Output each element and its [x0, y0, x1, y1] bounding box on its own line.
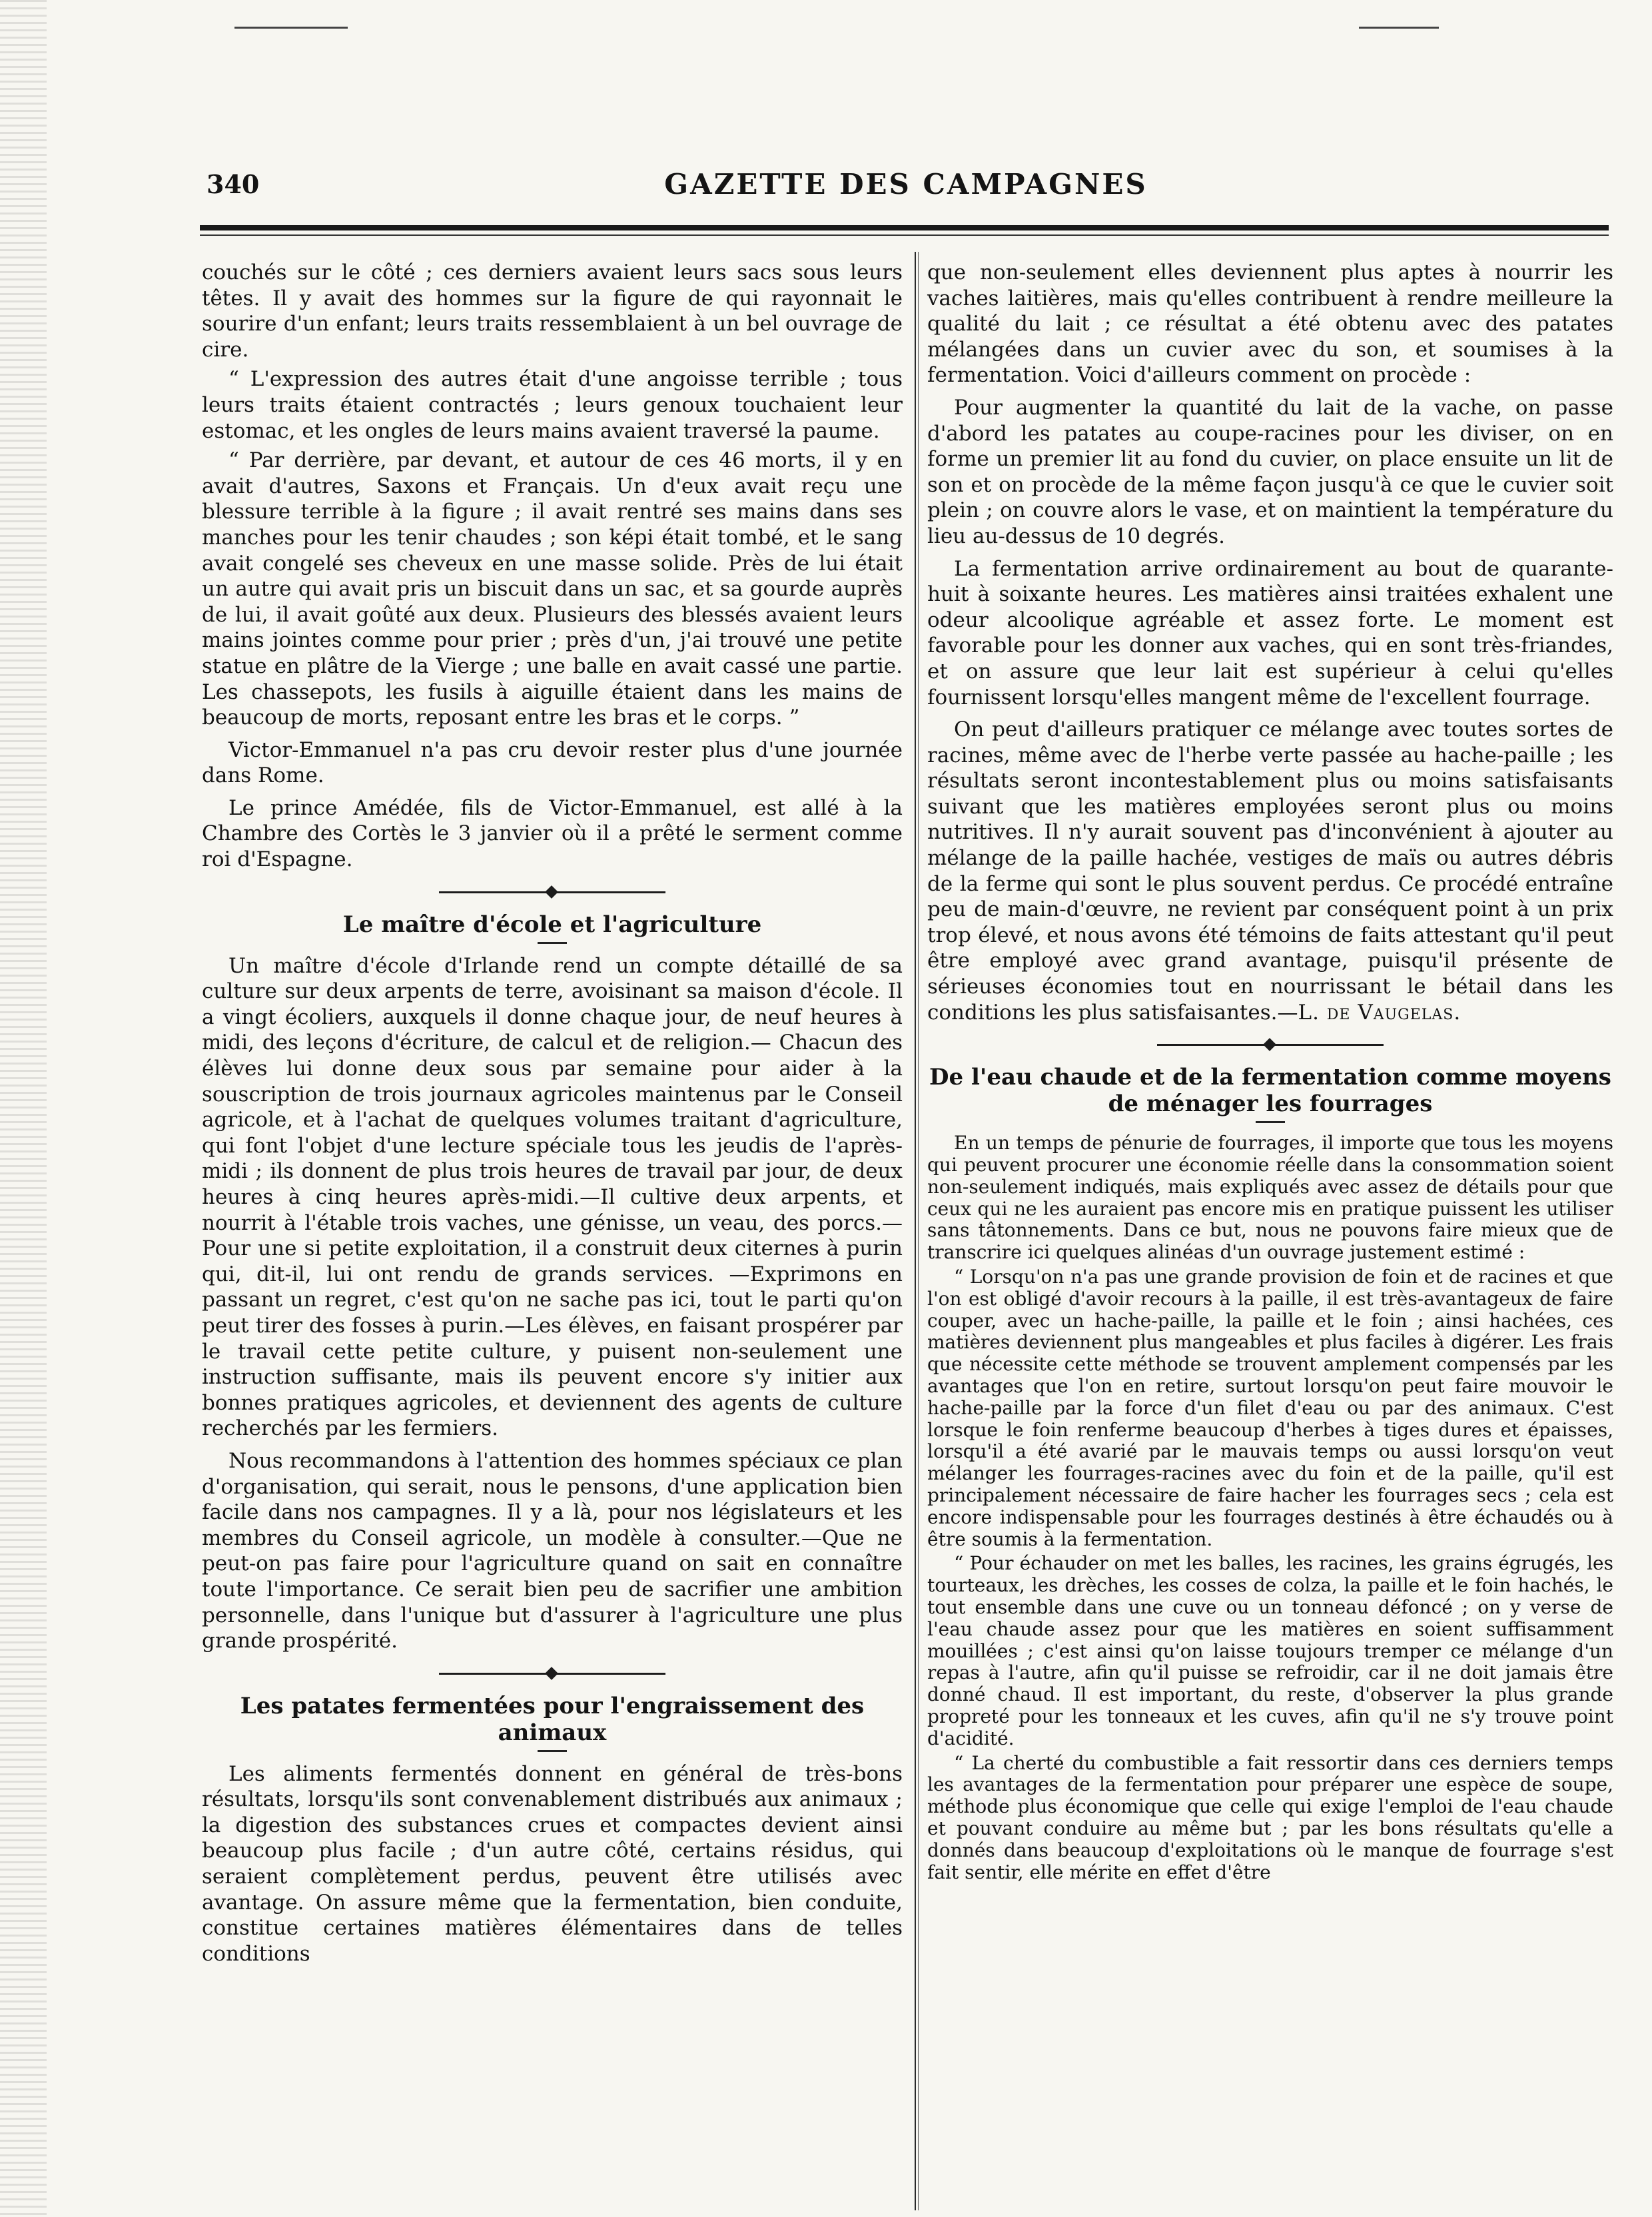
quoted-paragraph: “ La cherté du combustible a fait ressortir dans ces derniers temps les avantages de la fermentation pour préparer une espèce de soupe, méthode plus économique que celle qui exige l'emploi de l'eau chaude et pouvant conduire au même but ; par les bons résultats qu'elle a donnés dans beaucoup d'exploitations où le manque de fourrage s'est fait sentir, elle mérite en effet d'être	[927, 1751, 1613, 1883]
article-title: Le maître d'école et l'agriculture	[342, 911, 762, 938]
column-divider	[915, 252, 916, 2210]
publication-title: GAZETTE DES CAMPAGNES	[664, 168, 1148, 201]
quoted-paragraph: “ Lorsqu'on n'a pas une grande provision de foin et de racines et que l'on est obligé d'avoir recours à la paille, il est très-avantageux de faire couper, avec un hache-paille, la paille et le foin ; ainsi hachées, ces matières deviennent plus mangeables et plus faciles à digérer. Les frais que nécessite cette méthode se trouvent amplement compensés par les avantages que l'on en retire, surtout lorsqu'on peut faire mouvoir le hache-paille par la force d'un filet d'eau ou par des animaux. C'est lorsque le foin renferme beaucoup d'herbes à tiges dures et épaisses, lorsqu'il a été avarié par le mauvais temps ou aussi lorsqu'on veut mélanger les fourrages-racines avec du foin et de la paille, qu'il est principalement nécessaire de faire hacher les fourrages secs ; cela est encore indispensable pour les fourrages destinés à être échaudés ou à être soumis à la fermentation.	[927, 1266, 1613, 1550]
title-dash	[538, 942, 567, 944]
left-column	[202, 260, 903, 1971]
scanned-page-edge	[0, 0, 47, 2217]
section-separator	[1157, 1037, 1384, 1052]
article-paragraph	[927, 717, 1613, 1025]
quoted-paragraph: “ Pour échauder on met les balles, les racines, les grains égrugés, les tourteaux, les drèches, les cosses de colza, la paille et le foin hachés, le tout ensemble dans une cuve ou un tonneau défoncé ; on y verse de l'eau chaude assez pour que les matières en soient suffisamment mouillées ; c'est ainsi qu'on laisse toujours tremper ce mélange d'un repas à l'autre, afin qu'il puisse se refroidir, car il ne doit jamais être donné chaud. Il est important, du reste, d'observer la plus grande propreté pour les tonneaux et les cuves, afin qu'il ne s'y trouve point d'acidité.	[927, 1552, 1613, 1749]
top-printer-mark	[234, 27, 348, 29]
article-paragraph-text: On peut d'ailleurs pratiquer ce mélange avec toutes sortes de racines, même avec de l'herbe verte passée au hache-paille ; les résultats seront incontestablement plus ou moins satisfaisants suivant que les matières employées seront plus ou moins nutritives. Il n'y aurait souvent pas d'inconvénient à ajouter au mélange de la paille hachée, vestiges de maïs ou autres débris de la ferme qui sont le plus souvent perdus. Ce procédé entraîne peu de main-d'œuvre, ne revient par conséquent point à un prix trop élevé, et nous avons été témoins de faits attestant qu'il peut être employé avec grand avantage, puisqu'il présente de sérieuses économies tout en nourrissant le bétail dans les conditions les plus satisfaisantes.—	[927, 717, 1613, 1025]
article-paragraph: Pour augmenter la quantité du lait de la vache, on passe d'abord les patates au coupe-racines pour les diviser, on en forme un premier lit au fond du cuvier, on place ensuite un lit de son et on procède de la même façon jusqu'à ce que le cuvier soit plein ; on couvre alors le vase, et on maintient la température du lieu au-dessus de 10 degrés.	[927, 395, 1613, 548]
article-paragraph: Les aliments fermentés donnent en général de très-bons résultats, lorsqu'ils sont convenablement distribués aux animaux ; la digestion des substances crues et compactes devient ainsi beaucoup plus facile ; d'un autre côté, certains résidus, qui seraient complètement perdus, peuvent être utilisés avec avantage. On assure même que la fermentation, bien conduite, constitue certaines matières élémentaires dans de telles conditions	[202, 1761, 903, 1966]
article-paragraph: Nous recommandons à l'attention des hommes spéciaux ce plan d'organisation, qui serait, nous le pensons, d'une application bien facile dans nos campagnes. Il y a là, pour nos législateurs et les membres du Conseil agricole, un modèle à consulter.—Que ne peut-on pas faire pour l'agriculture quand on sait en connaître toute l'importance. Ce serait bien peu de sacrifier une ambition personnelle, dans l'unique but d'assurer à l'agriculture une plus grande prospérité.	[202, 1448, 903, 1653]
article-title: De l'eau chaude et de la fermentation comme moyens de ménager les fourrages	[929, 1064, 1611, 1118]
news-item: Le prince Amédée, fils de Victor-Emmanuel, est allé à la Chambre des Cortès le 3 janvier où il a prêté le serment comme roi d'Espagne.	[202, 795, 903, 872]
war-report-paragraph: “ Par derrière, par devant, et autour de ces 46 morts, il y en avait d'autres, Saxons et Français. Un d'eux avait reçu une blessure terrible à la figure ; il avait rentré ses mains dans ses manches pour les tenir chaudes ; son képi était tombé, et le sang avait congelé ses cheveux en une masse solide. Près de lui était un autre qui avait pris un biscuit dans un sac, et sa gourde auprès de lui, il avait goûté aux deux. Plusieurs des blessés avaient leurs mains jointes comme pour prier ; près d'un, j'ai trouvé une petite statue en plâtre de la Vierge ; une balle en avait cassé une partie. Les chassepots, les fusils à aiguille étaient dans les mains de beaucoup de morts, reposant entre les bras et le corps. ”	[202, 448, 903, 730]
war-report-paragraph: couchés sur le côté ; ces derniers avaient leurs sacs sous leurs têtes. Il y avait des hommes sur la figure de qui rayonnait le sourire d'un enfant; leurs traits ressemblaient à un bel ouvrage de cire.	[202, 260, 903, 362]
section-separator	[439, 885, 665, 899]
war-report-paragraph: “ L'expression des autres était d'une angoisse terrible ; tous leurs traits étaient contractés ; leurs genoux touchaient leur estomac, et les ongles de leurs mains avaient traversé la paume.	[202, 367, 903, 443]
header-rule-thin	[200, 234, 1609, 236]
article-paragraph: En un temps de pénurie de fourrages, il importe que tous les moyens qui peuvent procurer une économie réelle dans la consommation soient non-seulement indiqués, mais expliqués avec assez de détails pour que ceux qui ne les auraient pas encore mis en pratique puissent les utiliser sans tâtonnements. Dans ce but, nous ne pouvons faire mieux que de transcrire ici quelques alinéas d'un ouvrage justement estimé :	[927, 1132, 1613, 1264]
news-item: Victor-Emmanuel n'a pas cru devoir rester plus d'une journée dans Rome.	[202, 737, 903, 788]
article-paragraph: Un maître d'école d'Irlande rend un compte détaillé de sa culture sur deux arpents de terre, avoisinant sa maison d'école. Il a vingt écoliers, auxquels il donne chaque jour, de neuf heures à midi, des leçons d'écriture, de calcul et de religion.— Chacun des élèves lui donne deux sous par semaine pour aider à la souscription de trois journaux agricoles maintenus par le Conseil agricole, et à l'achat de quelques volumes traitant d'agriculture, qui font l'objet d'une lecture spéciale tous les jeudis de l'après-midi ; ils donnent de plus trois heures de travail par jour, de deux heures à cinq heures après-midi.—Il cultive deux arpents, et nourrit à l'étable trois vaches, une génisse, un veau, des porcs.—Pour une si petite exploitation, il a construit deux citernes à purin qui, dit-il, lui ont rendu de grands services. —Exprimons en passant un regret, c'est qu'on ne sache pas ici, tout le parti qu'on peut tirer des fosses à purin.—Les élèves, en faisant prospérer par le travail cette petite culture, y puisent non-seulement une instruction suffisante, mais ils peuvent encore s'y initier aux bonnes pratiques agricoles, et deviennent des agents de culture recherchés par les fermiers.	[202, 953, 903, 1441]
article-title: Les patates fermentées pour l'engraissement des animaux	[240, 1692, 865, 1746]
page-number: 340	[206, 169, 260, 199]
section-separator	[439, 1666, 665, 1681]
column-divider-inner	[918, 252, 919, 2210]
top-printer-mark-right	[1359, 27, 1439, 29]
article-paragraph: que non-seulement elles deviennent plus aptes à nourrir les vaches laitières, mais qu'elles contribuent à rendre meilleure la qualité du lait ; ce résultat a été obtenu avec des patates mélangées dans un cuvier avec du son, et soumises à la fermentation. Voici d'ailleurs comment on procède :	[927, 260, 1613, 388]
title-dash	[1256, 1121, 1285, 1123]
running-head	[200, 165, 1612, 205]
author-signature: L. de Vaugelas.	[1298, 1000, 1461, 1025]
right-column	[927, 260, 1613, 1886]
header-rule	[200, 225, 1609, 230]
article-paragraph: La fermentation arrive ordinairement au bout de quarante-huit à soixante heures. Les matières ainsi traitées exhalent une odeur alcoolique agréable et assez forte. Le moment est favorable pour les donner aux vaches, qui en sont très-friandes, et on assure que leur lait est supérieur à celui qu'elles fournissent lorsqu'elles mangent même de l'excellent fourrage.	[927, 556, 1613, 709]
title-dash	[538, 1750, 567, 1752]
